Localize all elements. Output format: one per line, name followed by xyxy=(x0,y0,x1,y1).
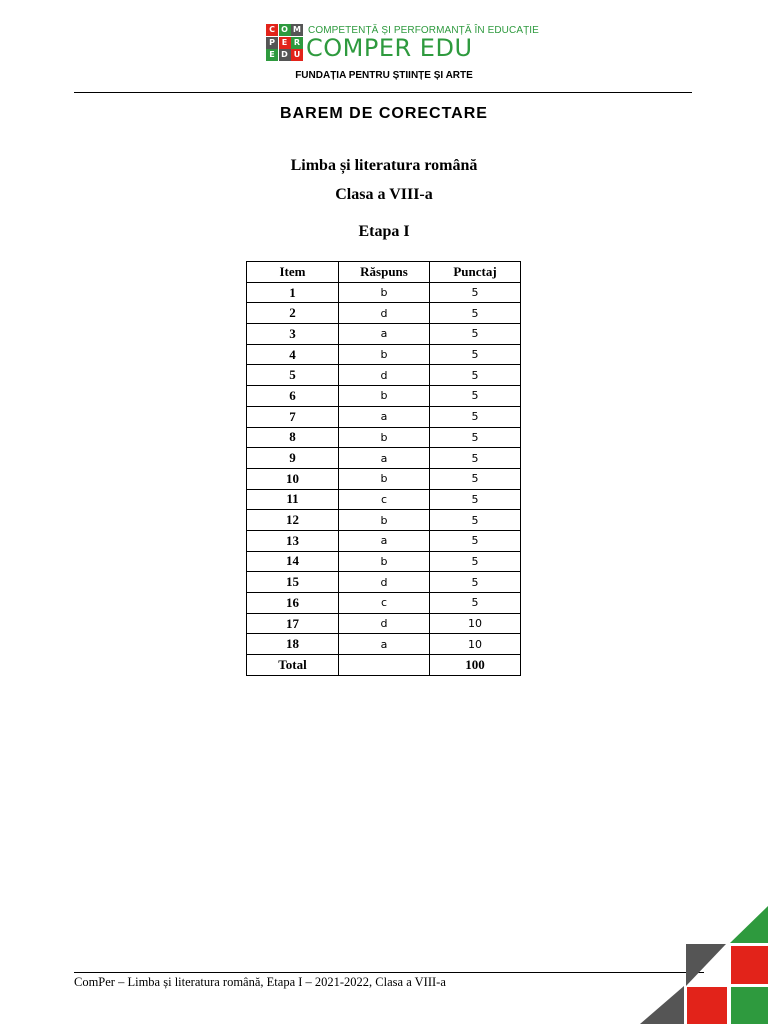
points-value: 5 xyxy=(430,282,521,303)
points-value: 5 xyxy=(430,406,521,427)
logo-name: COMPER EDU xyxy=(306,34,473,62)
points-value: 5 xyxy=(430,427,521,448)
answer-value: a xyxy=(339,406,430,427)
item-number: 6 xyxy=(247,386,339,407)
logo-tagline: COMPETENȚĂ ȘI PERFORMANȚĂ ÎN EDUCAȚIE xyxy=(308,25,539,36)
document-title: BAREM DE CORECTARE xyxy=(280,105,488,122)
points-value: 5 xyxy=(430,324,521,345)
answer-value: a xyxy=(339,448,430,469)
column-header-item: Item xyxy=(247,262,339,283)
answer-value: b xyxy=(339,344,430,365)
logo-letter: O xyxy=(279,24,291,36)
points-value: 10 xyxy=(430,634,521,655)
answer-value: a xyxy=(339,530,430,551)
logo-letter: P xyxy=(266,37,278,49)
total-points: 100 xyxy=(430,655,521,676)
item-number: 17 xyxy=(247,613,339,634)
points-value: 5 xyxy=(430,510,521,531)
logo-letter: U xyxy=(291,49,303,61)
logo-letter: E xyxy=(279,37,291,49)
points-value: 5 xyxy=(430,551,521,572)
answer-value: c xyxy=(339,489,430,510)
points-value: 5 xyxy=(430,365,521,386)
item-number: 9 xyxy=(247,448,339,469)
item-number: 13 xyxy=(247,530,339,551)
item-number: 10 xyxy=(247,468,339,489)
column-header-points: Punctaj xyxy=(430,262,521,283)
answer-value: d xyxy=(339,303,430,324)
item-number: 1 xyxy=(247,282,339,303)
logo-letter: M xyxy=(291,24,303,36)
green-square-shape xyxy=(731,987,768,1024)
answer-value: b xyxy=(339,282,430,303)
points-value: 5 xyxy=(430,593,521,614)
points-value: 5 xyxy=(430,303,521,324)
points-value: 5 xyxy=(430,530,521,551)
logo-letter: C xyxy=(266,24,278,36)
item-number: 11 xyxy=(247,489,339,510)
gray-triangle-shape xyxy=(640,986,684,1024)
foundation-name: FUNDAȚIA PENTRU ȘTIINȚE ȘI ARTE xyxy=(295,70,473,81)
logo-letter: R xyxy=(291,37,303,49)
answer-value: b xyxy=(339,386,430,407)
item-number: 14 xyxy=(247,551,339,572)
points-value: 5 xyxy=(430,448,521,469)
column-header-answer: Răspuns xyxy=(339,262,430,283)
red-square-shape xyxy=(731,946,768,984)
stage-heading: Etapa I xyxy=(358,223,410,240)
points-value: 5 xyxy=(430,468,521,489)
item-number: 4 xyxy=(247,344,339,365)
answer-value: d xyxy=(339,572,430,593)
answer-value: d xyxy=(339,613,430,634)
item-number: 5 xyxy=(247,365,339,386)
answer-value: b xyxy=(339,551,430,572)
grade-heading: Clasa a VIII-a xyxy=(335,186,433,203)
page-number: 5 xyxy=(713,962,721,977)
footer-text: ComPer – Limba și literatura română, Etapa I – 2021-2022, Clasa a VIII-a xyxy=(74,975,446,989)
total-label: Total xyxy=(247,655,339,676)
answer-value: c xyxy=(339,593,430,614)
item-number: 3 xyxy=(247,324,339,345)
red-square-shape xyxy=(687,987,727,1024)
answer-value: b xyxy=(339,427,430,448)
item-number: 8 xyxy=(247,427,339,448)
points-value: 5 xyxy=(430,489,521,510)
answer-value: d xyxy=(339,365,430,386)
item-number: 7 xyxy=(247,406,339,427)
points-value: 10 xyxy=(430,613,521,634)
points-value: 5 xyxy=(430,572,521,593)
item-number: 2 xyxy=(247,303,339,324)
item-number: 15 xyxy=(247,572,339,593)
item-number: 18 xyxy=(247,634,339,655)
answer-value: a xyxy=(339,324,430,345)
points-value: 5 xyxy=(430,344,521,365)
answer-value: b xyxy=(339,468,430,489)
logo-letter: E xyxy=(266,49,278,61)
answer-value: a xyxy=(339,634,430,655)
subject-heading: Limba și literatura română xyxy=(290,157,478,174)
item-number: 16 xyxy=(247,593,339,614)
points-value: 5 xyxy=(430,386,521,407)
green-triangle-shape xyxy=(730,906,768,943)
logo-letter: D xyxy=(279,49,291,61)
item-number: 12 xyxy=(247,510,339,531)
answer-value: b xyxy=(339,510,430,531)
